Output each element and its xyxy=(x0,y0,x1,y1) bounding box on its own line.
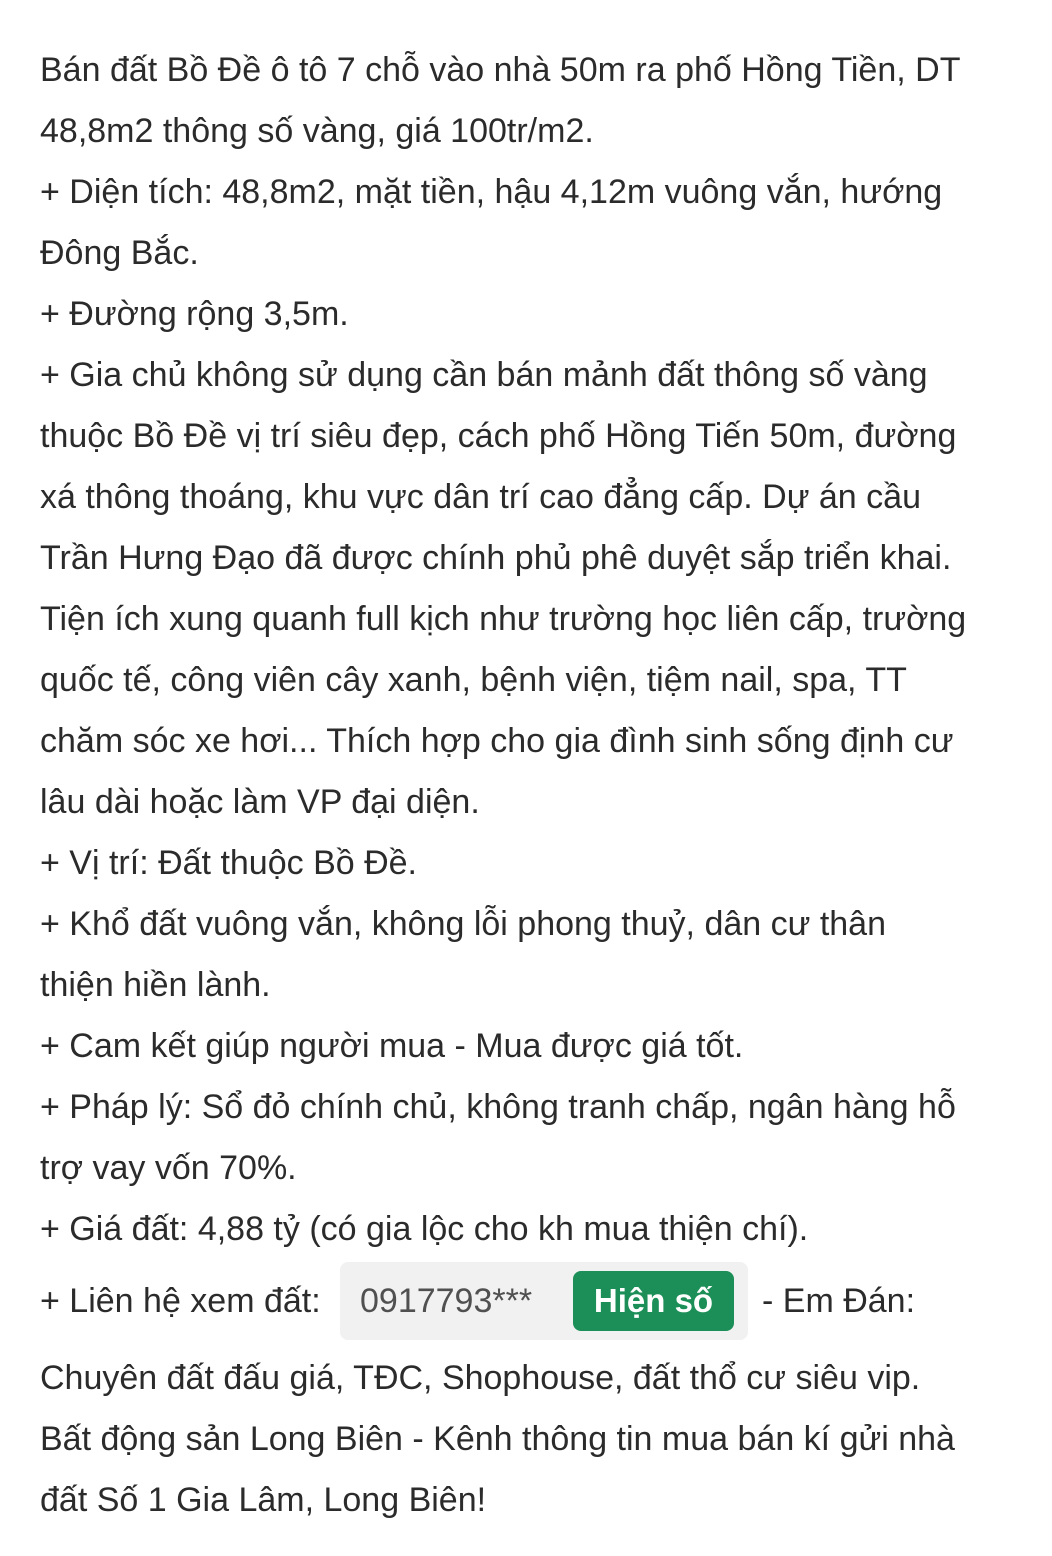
listing-text-line: + Đường rộng 3,5m. xyxy=(40,295,349,333)
listing-text-line: Tiện ích xung quanh full kịch như trường học liên cấp, trường xyxy=(40,600,967,638)
listing-text-line: trợ vay vốn 70%. xyxy=(40,1149,297,1187)
footer-text-line: Bất động sản Long Biên - Kênh thông tin mua bán kí gửi nhà xyxy=(40,1420,955,1458)
reveal-phone-button[interactable]: Hiện số xyxy=(573,1271,734,1331)
listing-text-line: Bán đất Bồ Đề ô tô 7 chỗ vào nhà 50m ra phố Hồng Tiền, DT xyxy=(40,51,961,89)
listing-text-line: + Vị trí: Đất thuộc Bồ Đề. xyxy=(40,844,418,882)
listing-text-line: + Gia chủ không sử dụng cần bán mảnh đất thông số vàng xyxy=(40,356,928,394)
contact-name: - Em Đán: xyxy=(762,1282,916,1320)
listing-text-line: thiện hiền lành. xyxy=(40,966,271,1004)
listing-text-line: lâu dài hoặc làm VP đại diện. xyxy=(40,783,480,821)
footer-text-line: Chuyên đất đấu giá, TĐC, Shophouse, đất thổ cư siêu vip. xyxy=(40,1359,921,1397)
listing-text-line: quốc tế, công viên cây xanh, bệnh viện, tiệm nail, spa, TT xyxy=(40,661,907,699)
listing-text-line: xá thông thoáng, khu vực dân trí cao đẳng cấp. Dự án cầu xyxy=(40,478,921,516)
listing-text-line: + Giá đất: 4,88 tỷ (có gia lộc cho kh mua thiện chí). xyxy=(40,1210,809,1248)
contact-label: + Liên hệ xem đất: xyxy=(40,1282,321,1320)
listing-text-line: + Pháp lý: Sổ đỏ chính chủ, không tranh chấp, ngân hàng hỗ xyxy=(40,1088,956,1126)
listing-text-line: Trần Hưng Đạo đã được chính phủ phê duyệt sắp triển khai. xyxy=(40,539,952,577)
listing-text-line: chăm sóc xe hơi... Thích hợp cho gia đình sinh sống định cư xyxy=(40,722,954,760)
masked-phone-number: 0917793*** xyxy=(360,1282,533,1320)
listing-text-line: + Cam kết giúp người mua - Mua được giá tốt. xyxy=(40,1027,744,1065)
listing-text-line: Đông Bắc. xyxy=(40,234,199,272)
listing-text-line: thuộc Bồ Đề vị trí siêu đẹp, cách phố Hồng Tiến 50m, đường xyxy=(40,417,957,455)
footer-text-line: đất Số 1 Gia Lâm, Long Biên! xyxy=(40,1481,487,1519)
listing-text-line: + Khổ đất vuông vắn, không lỗi phong thuỷ, dân cư thân xyxy=(40,905,886,943)
listing-text-line: 48,8m2 thông số vàng, giá 100tr/m2. xyxy=(40,112,594,150)
listing-text-line: + Diện tích: 48,8m2, mặt tiền, hậu 4,12m vuông vắn, hướng xyxy=(40,173,943,211)
